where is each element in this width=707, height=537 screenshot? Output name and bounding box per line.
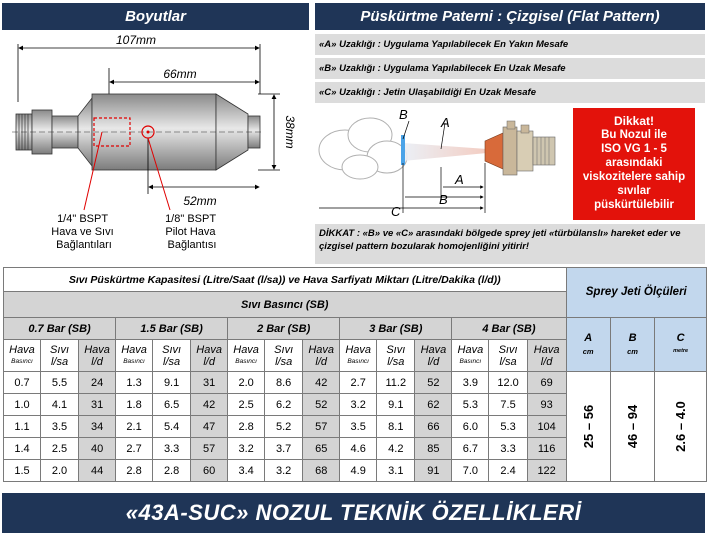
table-cell: 66 <box>415 416 452 438</box>
sub-header-air-flow-label: Hava <box>533 343 560 356</box>
table-cell: 65 <box>303 438 340 460</box>
table-cell: 40 <box>79 438 116 460</box>
sub-header-liquid-flow-label: Sıvı <box>386 343 406 356</box>
sub-header-air-pressure-label: Hava <box>121 343 147 356</box>
sub-header-air-pressure-label: Hava <box>457 343 484 356</box>
sub-header-air-flow <box>415 340 452 372</box>
jet-col-a <box>566 318 610 372</box>
sub-header-air-pressure <box>452 340 489 372</box>
sub-header-air-pressure <box>4 340 41 372</box>
sub-header-liquid-flow-label: Sıvı <box>50 343 69 356</box>
table-cell: 5.4 <box>153 416 191 438</box>
diagram-label-b-top: B <box>399 107 408 122</box>
table-cell: 3.3 <box>489 438 527 460</box>
sub-header-liquid-flow-label: Sıvı <box>162 343 182 356</box>
sub-header-liquid-flow <box>489 340 527 372</box>
table-cell: 3.5 <box>340 416 377 438</box>
sub-header-air-flow-unit: l/d <box>427 355 440 368</box>
capacity-table <box>3 267 707 482</box>
spray-pattern-header <box>315 3 705 30</box>
jet-col-a-label: A <box>584 331 593 344</box>
sub-header-air-pressure-label: Hava <box>9 343 35 356</box>
table-cell: 2.5 <box>40 438 78 460</box>
footer-title <box>2 493 705 533</box>
dimensions-title: Boyutlar <box>125 8 186 25</box>
table-cell: 3.7 <box>265 438 303 460</box>
warning-line-1: Bu Nozul ile <box>601 129 667 141</box>
table-cell: 60 <box>191 460 228 482</box>
sub-header-air-flow-unit: l/d <box>315 355 328 368</box>
pressure-header-2: 1.5 Bar (SB) <box>116 318 228 340</box>
sub-header-air-pressure-unit: Basıncı <box>235 357 257 365</box>
pressure-header-1: 0.7 Bar (SB) <box>4 318 116 340</box>
diagram-label-a-top: A <box>441 115 450 130</box>
sub-header-air-flow <box>191 340 228 372</box>
table-cell: 62 <box>415 394 452 416</box>
table-cell: 31 <box>191 372 228 394</box>
sub-header-liquid-flow <box>265 340 303 372</box>
spray-pattern-title: Püskürtme Paterni : Çizgisel (Flat Pattern) <box>360 8 660 25</box>
label-air-liquid-line1: 1/4" BSPT <box>57 213 108 225</box>
warning-title: Dikkat! <box>613 114 654 128</box>
sub-header-liquid-flow-label: Sıvı <box>498 343 518 356</box>
table-cell: 6.0 <box>452 416 489 438</box>
sub-header-liquid-flow <box>40 340 78 372</box>
sub-header-air-pressure-unit: Basıncı <box>123 357 145 365</box>
jet-b-value <box>610 372 654 482</box>
warning-line-3: arasındaki <box>605 157 663 169</box>
table-cell: 2.7 <box>116 438 153 460</box>
sub-header-air-flow <box>79 340 116 372</box>
table-cell: 4.2 <box>377 438 415 460</box>
table-cell: 69 <box>527 372 566 394</box>
table-cell: 1.4 <box>4 438 41 460</box>
sub-header-air-flow-label: Hava <box>196 343 222 356</box>
table-cell: 5.3 <box>452 394 489 416</box>
table-cell: 7.5 <box>489 394 527 416</box>
dim-length-middle: 66mm <box>163 67 197 81</box>
turbulence-note-text: DİKKAT : «B» ve «C» arasındaki bölgede sprey jeti «türbülanslı» hareket eder ve çizgisel pattern bozularak homojenliğini yitirir! <box>319 228 681 252</box>
sub-header-air-flow-unit: l/d <box>91 355 103 368</box>
table-cell: 11.2 <box>377 372 415 394</box>
table-cell: 5.5 <box>40 372 78 394</box>
dimensions-header <box>2 3 309 30</box>
sub-header-air-flow <box>303 340 340 372</box>
table-cell: 24 <box>79 372 116 394</box>
table-cell: 42 <box>303 372 340 394</box>
table-cell: 93 <box>527 394 566 416</box>
jet-col-b <box>610 318 654 372</box>
spray-cloud <box>319 118 407 179</box>
jet-b-value-text: 46 – 94 <box>625 404 641 449</box>
jet-col-c-label: C <box>676 331 685 344</box>
table-cell: 3.2 <box>228 438 265 460</box>
sub-header-air-flow <box>527 340 566 372</box>
table-cell: 7.0 <box>452 460 489 482</box>
table-cell: 1.3 <box>116 372 153 394</box>
label-pilot-air <box>165 213 219 251</box>
pressure-header-5: 4 Bar (SB) <box>452 318 566 340</box>
jet-col-a-unit: cm <box>582 346 594 356</box>
table-cell: 6.7 <box>452 438 489 460</box>
table-cell: 2.0 <box>228 372 265 394</box>
table-cell: 122 <box>527 460 566 482</box>
sub-header-air-flow-unit: l/d <box>540 355 553 368</box>
info-row-a-text: «A» Uzaklığı : Uygulama Yapılabilecek En Yakın Mesafe <box>319 39 569 50</box>
spray-jet-line <box>401 135 405 165</box>
sub-header-air-flow-label: Hava <box>420 343 447 356</box>
table-cell: 3.4 <box>228 460 265 482</box>
table-subtitle: Sıvı Basıncı (SB) <box>4 292 567 318</box>
table-cell: 4.1 <box>40 394 78 416</box>
sub-header-air-pressure-unit: Basıncı <box>11 357 33 365</box>
table-cell: 9.1 <box>153 372 191 394</box>
sub-header-liquid-flow <box>153 340 191 372</box>
sub-header-liquid-flow-unit: l/sa <box>163 355 181 368</box>
info-row-b <box>315 58 705 79</box>
table-cell: 3.3 <box>153 438 191 460</box>
sub-header-air-pressure <box>340 340 377 372</box>
sub-header-air-flow-label: Hava <box>84 343 110 356</box>
table-cell: 3.5 <box>40 416 78 438</box>
table-cell: 1.5 <box>4 460 41 482</box>
info-row-b-text: «B» Uzaklığı : Uygulama Yapılabilecek En Uzak Mesafe <box>319 63 566 74</box>
info-row-c <box>315 82 705 103</box>
info-row-a <box>315 34 705 55</box>
table-cell: 8.1 <box>377 416 415 438</box>
table-cell: 1.0 <box>4 394 41 416</box>
table-cell: 2.8 <box>228 416 265 438</box>
table-cell: 44 <box>79 460 116 482</box>
table-cell: 2.0 <box>40 460 78 482</box>
sub-header-air-pressure-label: Hava <box>233 343 259 356</box>
table-cell: 8.6 <box>265 372 303 394</box>
table-cell: 6.5 <box>153 394 191 416</box>
table-cell: 91 <box>415 460 452 482</box>
diagram-label-c: C <box>391 204 401 219</box>
jet-c-value <box>655 372 707 482</box>
jet-col-c <box>655 318 707 372</box>
sub-header-air-flow-unit: l/d <box>203 355 215 368</box>
dim-height: 38mm <box>283 115 297 149</box>
sub-header-liquid-flow-unit: l/sa <box>499 355 517 368</box>
table-cell: 31 <box>79 394 116 416</box>
table-cell: 85 <box>415 438 452 460</box>
sub-header-liquid-flow-unit: l/sa <box>387 355 405 368</box>
diagram-label-a: A <box>455 172 464 187</box>
warning-line-4: viskozitelere sahip <box>582 171 686 183</box>
label-air-liquid-line3: Bağlantıları <box>56 239 112 251</box>
warning-line-5: sıvılar <box>617 185 651 197</box>
table-cell: 68 <box>303 460 340 482</box>
table-cell: 1.1 <box>4 416 41 438</box>
table-cell: 34 <box>79 416 116 438</box>
table-cell: 2.5 <box>228 394 265 416</box>
table-cell: 6.2 <box>265 394 303 416</box>
table-cell: 2.8 <box>116 460 153 482</box>
sub-header-liquid-flow-unit: l/sa <box>275 355 293 368</box>
sub-header-liquid-flow-unit: l/sa <box>50 355 69 368</box>
jet-c-value-text: 2.6 – 4.0 <box>673 401 689 452</box>
jet-a-value-text: 25 – 56 <box>580 404 596 449</box>
jet-a-value <box>566 372 610 482</box>
table-cell: 5.3 <box>489 416 527 438</box>
jet-col-c-unit: metre <box>673 347 689 354</box>
table-row <box>4 372 707 394</box>
jet-col-b-label: B <box>628 331 637 344</box>
label-pilot-air-line3: Bağlantısı <box>167 239 217 251</box>
sub-header-air-pressure <box>228 340 265 372</box>
spray-pattern-diagram <box>315 105 571 223</box>
pressure-header-4: 3 Bar (SB) <box>340 318 452 340</box>
label-air-liquid <box>51 213 116 251</box>
table-cell: 42 <box>191 394 228 416</box>
viscosity-warning-box <box>573 108 695 220</box>
sub-header-liquid-flow-label: Sıvı <box>274 343 294 356</box>
sub-header-air-pressure <box>116 340 153 372</box>
table-cell: 52 <box>303 394 340 416</box>
jet-col-b-unit: cm <box>627 346 638 356</box>
diagram-label-b: B <box>439 192 448 207</box>
table-cell: 3.9 <box>452 372 489 394</box>
table-cell: 4.6 <box>340 438 377 460</box>
sub-header-air-pressure-unit: Basıncı <box>459 357 482 365</box>
table-cell: 0.7 <box>4 372 41 394</box>
label-air-liquid-line2: Hava ve Sıvı <box>51 226 114 238</box>
table-cell: 47 <box>191 416 228 438</box>
nozzle-head-icon <box>485 121 555 175</box>
table-cell: 57 <box>303 416 340 438</box>
table-title: Sıvı Püskürtme Kapasitesi (Litre/Saat (l/sa)) ve Hava Sarfiyatı Miktarı (Litre/Dakika (l/d)) <box>4 268 567 292</box>
nozzle-dimension-drawing <box>2 32 312 264</box>
sub-header-air-pressure-unit: Basıncı <box>347 357 369 365</box>
table-cell: 52 <box>415 372 452 394</box>
sub-header-air-flow-label: Hava <box>308 343 335 356</box>
table-cell: 5.2 <box>265 416 303 438</box>
label-pilot-air-line1: 1/8" BSPT <box>165 213 216 225</box>
table-cell: 3.2 <box>265 460 303 482</box>
table-cell: 2.4 <box>489 460 527 482</box>
table-cell: 116 <box>527 438 566 460</box>
table-cell: 2.8 <box>153 460 191 482</box>
footer-title-text: «43A-SUC» NOZUL TEKNİK ÖZELLİKLERİ <box>125 500 582 525</box>
warning-line-2: ISO VG 1 - 5 <box>601 143 667 155</box>
table-cell: 3.2 <box>340 394 377 416</box>
dim-length-right: 52mm <box>183 194 217 208</box>
pressure-header-3: 2 Bar (SB) <box>228 318 340 340</box>
info-row-c-text: «C» Uzaklığı : Jetin Ulaşabildiği En Uzak Mesafe <box>319 87 536 98</box>
jet-dimensions-title: Sprey Jeti Ölçüleri <box>566 268 707 318</box>
table-cell: 9.1 <box>377 394 415 416</box>
table-cell: 2.1 <box>116 416 153 438</box>
table-cell: 1.8 <box>116 394 153 416</box>
sub-header-liquid-flow <box>377 340 415 372</box>
label-pilot-air-line2: Pilot Hava <box>165 226 216 238</box>
turbulence-note <box>315 224 705 264</box>
table-cell: 2.7 <box>340 372 377 394</box>
table-cell: 12.0 <box>489 372 527 394</box>
warning-line-6: püskürtülebilir <box>594 199 674 211</box>
table-cell: 4.9 <box>340 460 377 482</box>
table-cell: 57 <box>191 438 228 460</box>
table-cell: 104 <box>527 416 566 438</box>
dim-length-total: 107mm <box>115 33 157 47</box>
sub-header-air-pressure-label: Hava <box>345 343 371 356</box>
table-cell: 3.1 <box>377 460 415 482</box>
